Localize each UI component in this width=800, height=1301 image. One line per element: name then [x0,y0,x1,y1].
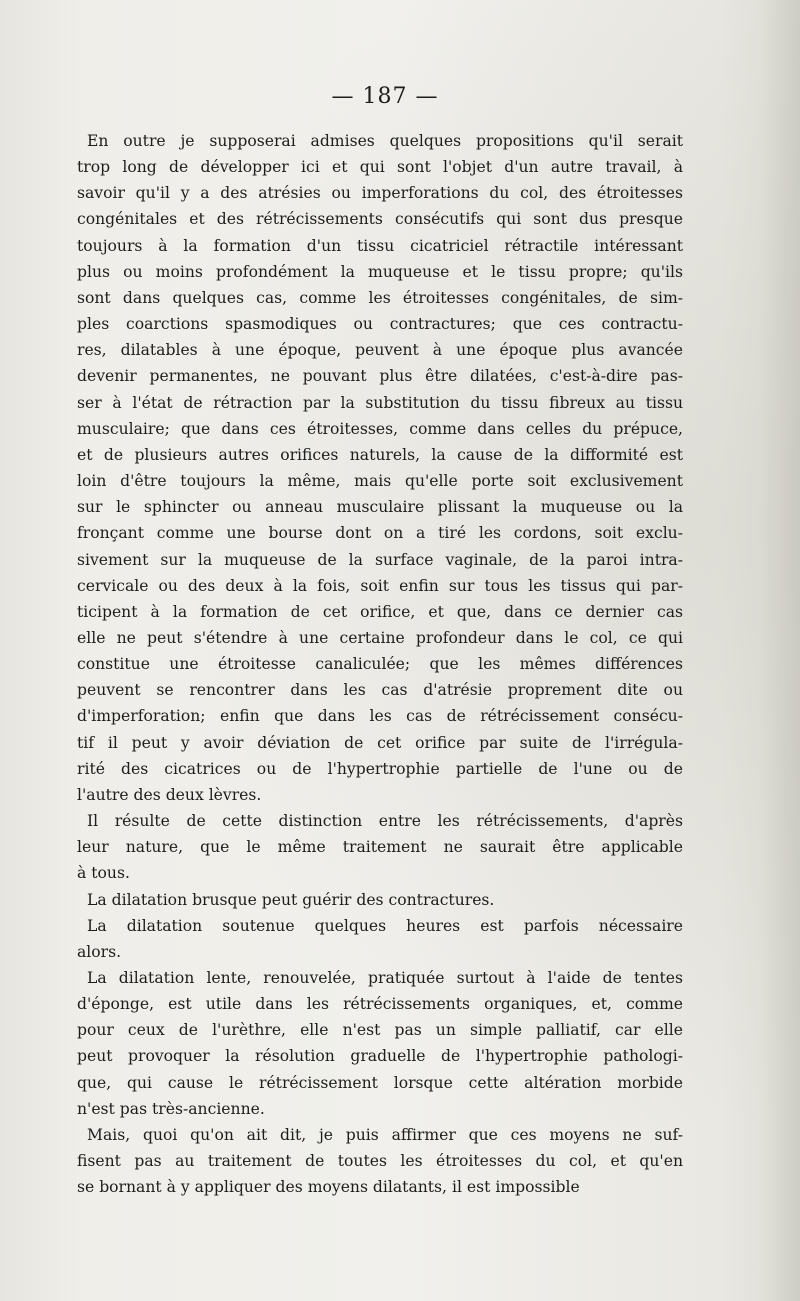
text-line: En outre je supposerai admises quelques propositions qu'il serait [87,132,683,150]
text-line: fisent pas au traitement de toutes les étroitesses du col, et qu'en [77,1152,683,1171]
text-line: loin d'être toujours la même, mais qu'elle porte soit exclusivement [77,472,683,491]
text-line: res, dilatables à une époque, peuvent à une époque plus avancée [77,341,683,360]
text-line: trop long de développer ici et qui sont l'objet d'un autre travail, à [77,158,683,177]
text-line: La dilatation brusque peut guérir des contractures. [87,890,495,909]
paragraph [77,1122,683,1200]
text-line: et de plusieurs autres orifices naturels, la cause de la difformité est [77,445,683,464]
page-number: — 187 — [331,84,439,109]
text-line: ples coarctions spasmodiques ou contractures; que ces contractu- [77,315,683,334]
text-line: La dilatation lente, renouvelée, pratiquée surtout à l'aide de tentes [87,969,683,987]
text-line: elle ne peut s'étendre à une certaine profondeur dans le col, ce qui [77,628,683,647]
text-line: Mais, quoi qu'on ait dit, je puis affirmer que ces moyens ne suf- [87,1125,683,1144]
text-line: toujours à la formation d'un tissu cicatriciel rétractile intéressant [77,236,683,255]
text-line: tif il peut y avoir déviation de cet orifice par suite de l'irrégula- [77,733,683,752]
text-line: l'autre des deux lèvres. [77,785,262,804]
paragraph [77,808,683,886]
text-line: ser à l'état de rétraction par la substitution du tissu fibreux au tissu [77,393,683,412]
text-line: d'imperforation; enfin que dans les cas de rétrécissement consécu- [77,707,683,726]
paragraph [77,965,683,1122]
text-line: sur le sphincter ou anneau musculaire plissant la muqueuse ou la [77,498,683,517]
text-line: à tous. [77,864,130,883]
text-line: rité des cicatrices ou de l'hypertrophie partielle de l'une ou de [77,759,683,778]
text-line: plus ou moins profondément la muqueuse et le tissu propre; qu'ils [77,262,683,281]
text-line: alors. [77,942,122,961]
text-line: peut provoquer la résolution graduelle de l'hypertrophie pathologi- [77,1047,683,1066]
page-edge-shadow [760,0,800,1301]
paragraph [77,128,683,808]
body-text [77,128,683,1200]
text-line: peuvent se rencontrer dans les cas d'atrésie proprement dite ou [77,681,683,700]
text-line: devenir permanentes, ne pouvant plus être dilatées, c'est-à-dire pas- [77,367,683,386]
text-line: Il résulte de cette distinction entre les rétrécissements, d'après [87,812,683,831]
text-line: que, qui cause le rétrécissement lorsque cette altération morbide [77,1073,683,1092]
paragraph [77,913,683,965]
text-line: congénitales et des rétrécissements consécutifs qui sont dus presque [77,210,683,229]
text-line: se bornant à y appliquer des moyens dilatants, il est impossible [77,1178,580,1197]
text-line: leur nature, que le même traitement ne saurait être applicable [77,838,683,857]
text-line: ticipent à la formation de cet orifice, et que, dans ce dernier cas [77,602,683,621]
text-line: cervicale ou des deux à la fois, soit enfin sur tous les tissus qui par- [77,576,683,595]
paragraph [77,887,683,913]
text-line: sivement sur la muqueuse de la surface vaginale, de la paroi intra- [77,550,683,569]
text-line: sont dans quelques cas, comme les étroitesses congénitales, de sim- [77,288,683,307]
text-line: fronçant comme une bourse dont on a tiré les cordons, soit exclu- [77,524,683,543]
text-line: constitue une étroitesse canaliculée; que les mêmes différences [77,655,683,674]
text-line: musculaire; que dans ces étroitesses, comme dans celles du prépuce, [77,419,683,438]
text-line: d'éponge, est utile dans les rétrécissements organiques, et, comme [77,995,683,1014]
text-line: pour ceux de l'urèthre, elle n'est pas un simple palliatif, car elle [77,1021,683,1040]
text-line: La dilatation soutenue quelques heures est parfois nécessaire [87,916,683,935]
text-line: savoir qu'il y a des atrésies ou imperforations du col, des étroitesses [77,184,683,203]
text-line: n'est pas très-ancienne. [77,1099,265,1118]
